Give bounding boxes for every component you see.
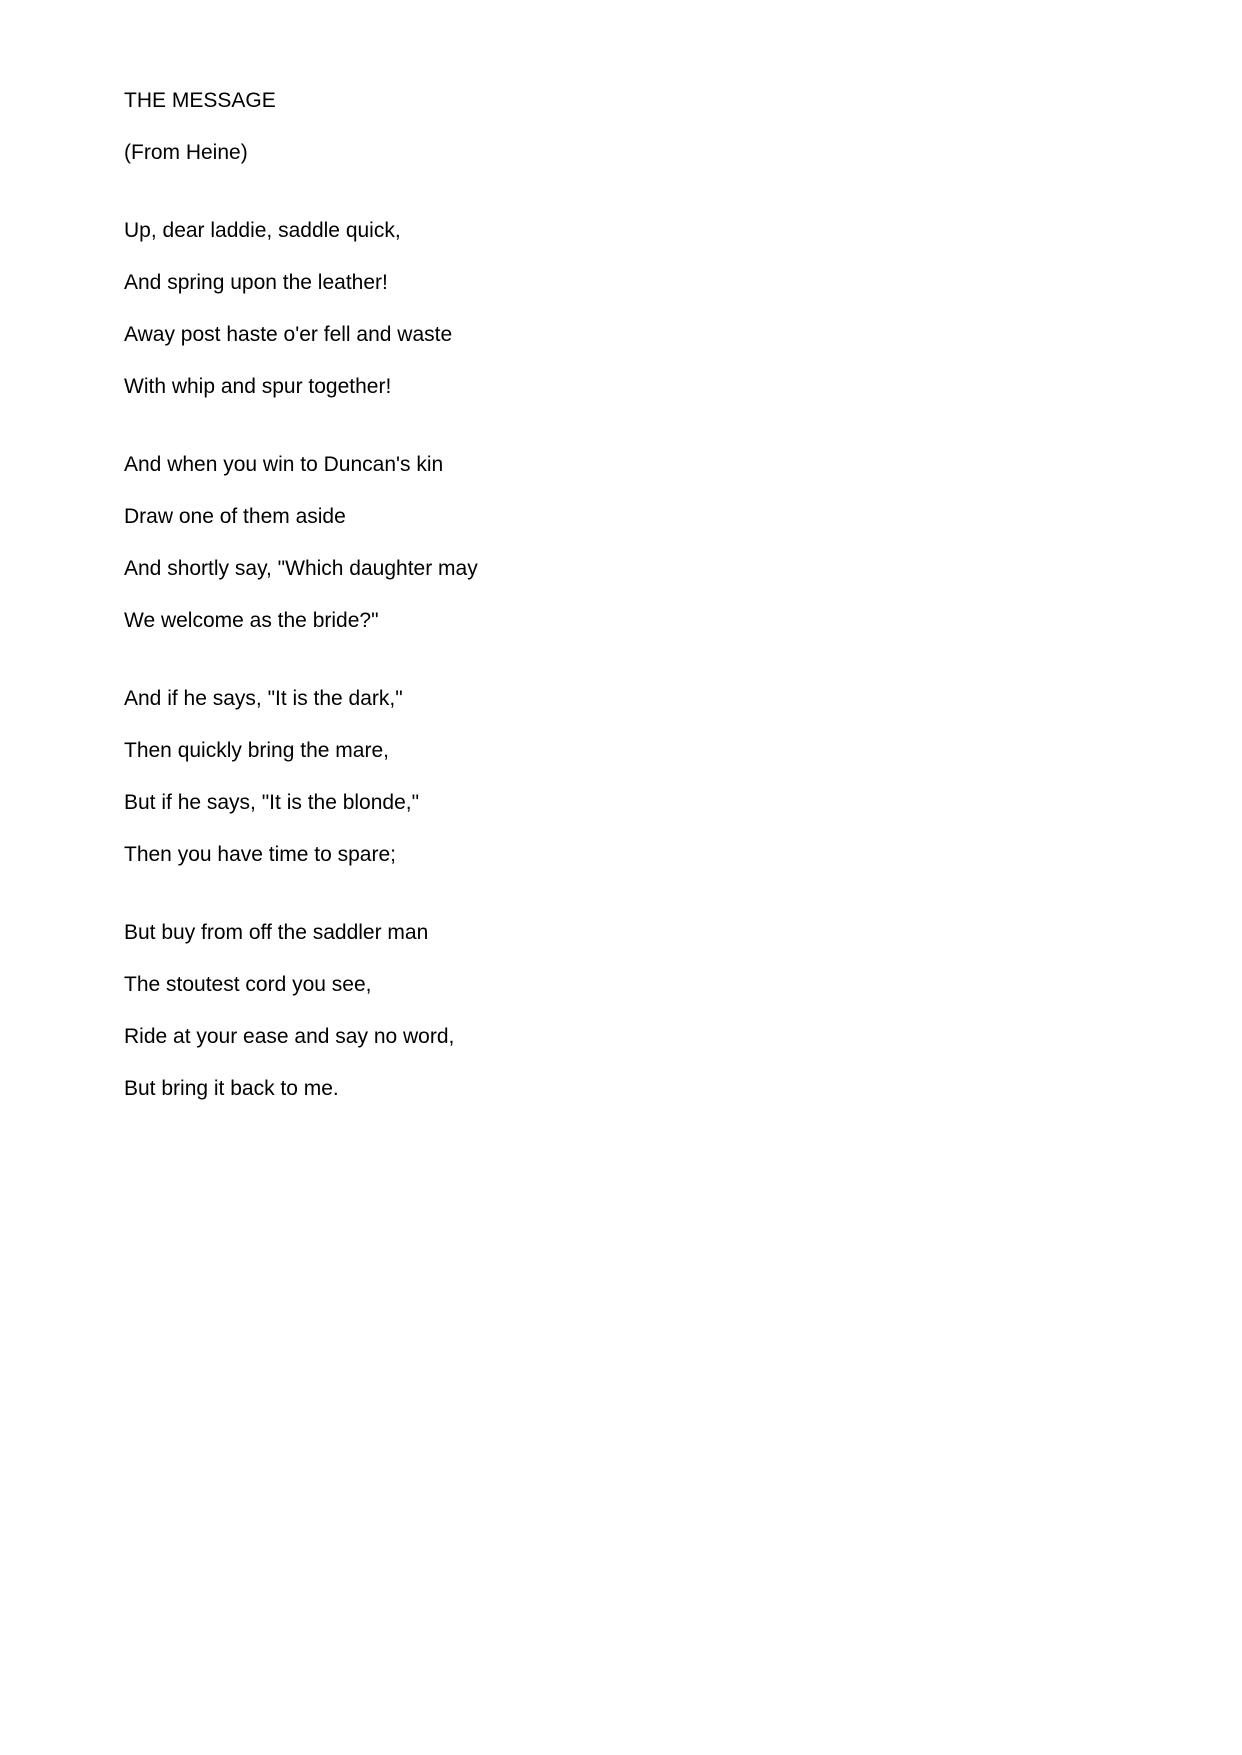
verse-line: The stoutest cord you see,	[124, 973, 372, 996]
verse-line: Draw one of them aside	[124, 505, 346, 528]
verse-line: But if he says, "It is the blonde,"	[124, 791, 420, 814]
poem-title: THE MESSAGE	[124, 89, 276, 112]
verse-line: Away post haste o'er fell and waste	[124, 323, 453, 346]
poem-subtitle: (From Heine)	[124, 141, 248, 164]
stanza-2	[124, 452, 1124, 634]
verse-line: And spring upon the leather!	[124, 271, 388, 294]
verse-line: And shortly say, "Which daughter may	[124, 557, 478, 580]
verse-line: Then quickly bring the mare,	[124, 739, 389, 762]
verse-line: Ride at your ease and say no word,	[124, 1025, 455, 1048]
verse-line: But bring it back to me.	[124, 1077, 339, 1100]
poem-body	[124, 88, 1124, 1128]
verse-line: Up, dear laddie, saddle quick,	[124, 219, 401, 242]
verse-line: But buy from off the saddler man	[124, 921, 429, 944]
stanza-1	[124, 218, 1124, 400]
verse-line: And when you win to Duncan's kin	[124, 453, 444, 476]
stanza-4	[124, 920, 1124, 1102]
verse-line: And if he says, "It is the dark,"	[124, 687, 403, 710]
stanza-3	[124, 686, 1124, 868]
poem-header	[124, 88, 1124, 166]
verse-line: Then you have time to spare;	[124, 843, 396, 866]
verse-line: With whip and spur together!	[124, 375, 392, 398]
verse-line: We welcome as the bride?"	[124, 609, 379, 632]
